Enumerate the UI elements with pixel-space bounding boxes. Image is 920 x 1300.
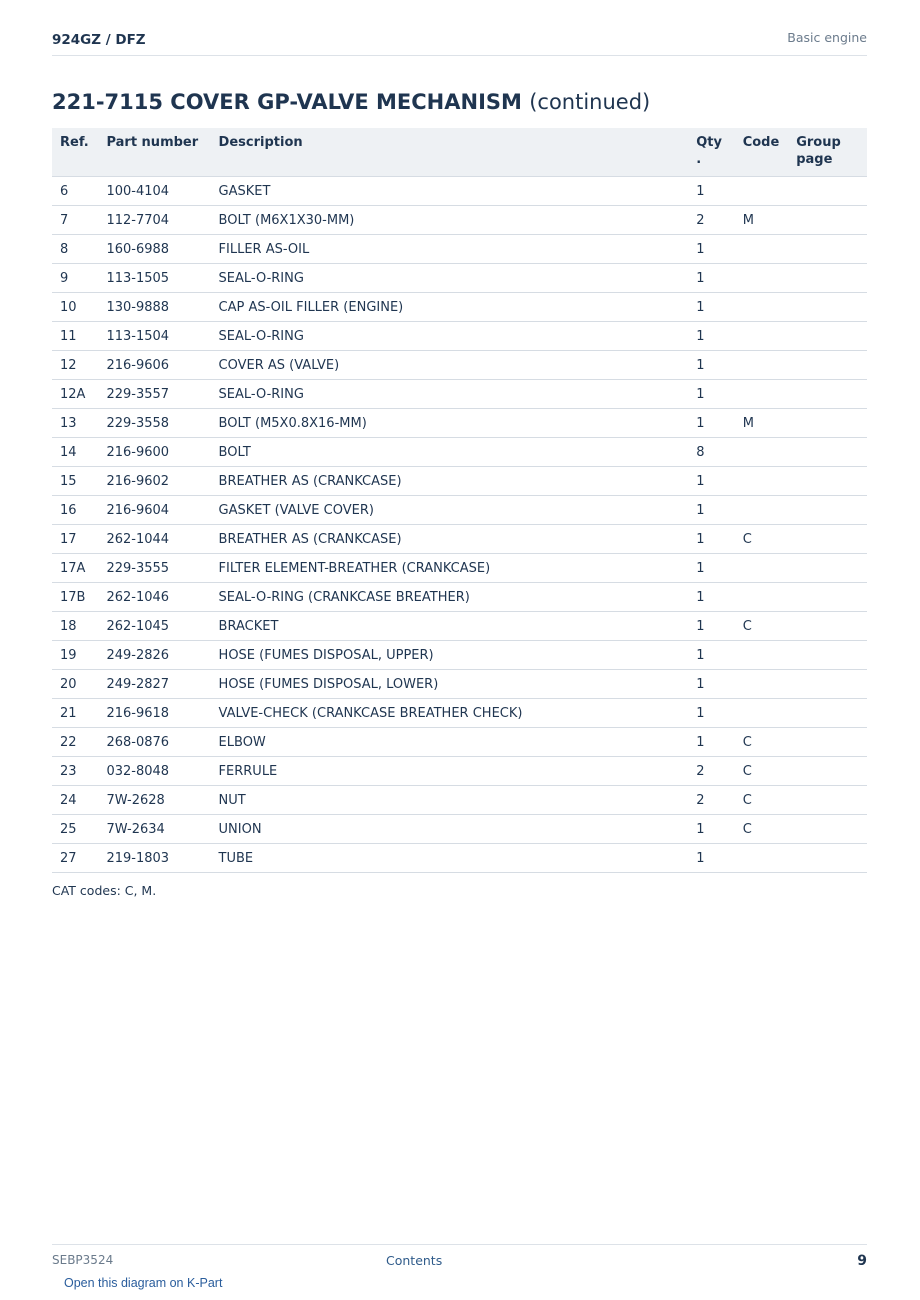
cell-ref: 25 (52, 815, 98, 844)
cell-part-number: 113-1504 (98, 322, 210, 351)
cell-description: HOSE (FUMES DISPOSAL, LOWER) (211, 670, 689, 699)
cell-description: SEAL-O-RING (211, 380, 689, 409)
table-row (52, 670, 867, 699)
cell-code (735, 699, 789, 728)
cell-ref: 13 (52, 409, 98, 438)
cell-group-page (788, 467, 867, 496)
cell-code: M (735, 206, 789, 235)
cell-code (735, 264, 789, 293)
table-row (52, 351, 867, 380)
cell-qty: 1 (688, 351, 734, 380)
table-row (52, 612, 867, 641)
cell-code (735, 467, 789, 496)
cell-description: BOLT (211, 438, 689, 467)
cell-ref: 10 (52, 293, 98, 322)
cell-ref: 11 (52, 322, 98, 351)
cell-part-number: 229-3555 (98, 554, 210, 583)
table-row (52, 844, 867, 873)
cell-qty: 2 (688, 757, 734, 786)
cell-part-number: 219-1803 (98, 844, 210, 873)
cell-qty: 1 (688, 844, 734, 873)
table-row (52, 467, 867, 496)
cell-qty: 1 (688, 264, 734, 293)
cell-part-number: 229-3558 (98, 409, 210, 438)
table-row (52, 409, 867, 438)
cell-code: M (735, 409, 789, 438)
column-header-qty-line1: Qty (696, 135, 722, 150)
cell-code (735, 438, 789, 467)
contents-link[interactable]: Contents (386, 1253, 443, 1268)
cell-description: GASKET (211, 177, 689, 206)
cell-ref: 18 (52, 612, 98, 641)
table-row (52, 177, 867, 206)
table-row (52, 728, 867, 757)
cell-group-page (788, 641, 867, 670)
cell-ref: 8 (52, 235, 98, 264)
cell-ref: 6 (52, 177, 98, 206)
table-row (52, 699, 867, 728)
cell-part-number: 229-3557 (98, 380, 210, 409)
page-footer (52, 1244, 867, 1275)
cell-group-page (788, 815, 867, 844)
table-row (52, 293, 867, 322)
cell-group-page (788, 264, 867, 293)
cell-part-number: 032-8048 (98, 757, 210, 786)
table-row (52, 438, 867, 467)
cell-group-page (788, 612, 867, 641)
cell-code (735, 293, 789, 322)
cell-qty: 1 (688, 525, 734, 554)
cell-group-page (788, 496, 867, 525)
column-header-description: Description (211, 128, 689, 177)
column-header-group-line1: Group (796, 135, 841, 150)
parts-table (52, 128, 867, 873)
cell-code (735, 554, 789, 583)
cell-description: VALVE-CHECK (CRANKCASE BREATHER CHECK) (211, 699, 689, 728)
cell-description: HOSE (FUMES DISPOSAL, UPPER) (211, 641, 689, 670)
cell-code: C (735, 786, 789, 815)
cell-ref: 21 (52, 699, 98, 728)
cell-part-number: 7W-2628 (98, 786, 210, 815)
cell-group-page (788, 293, 867, 322)
cell-ref: 17B (52, 583, 98, 612)
cell-qty: 1 (688, 496, 734, 525)
cell-description: BRACKET (211, 612, 689, 641)
cell-code (735, 351, 789, 380)
cell-qty: 1 (688, 293, 734, 322)
cell-qty: 1 (688, 670, 734, 699)
cat-codes-note: CAT codes: C, M. (52, 883, 157, 898)
cell-qty: 1 (688, 467, 734, 496)
cell-part-number: 268-0876 (98, 728, 210, 757)
header-row (52, 128, 867, 177)
cell-part-number: 216-9600 (98, 438, 210, 467)
column-header-qty-line2: . (696, 152, 702, 167)
parts-table-header (52, 128, 867, 177)
cell-group-page (788, 525, 867, 554)
cell-qty: 1 (688, 728, 734, 757)
cell-part-number: 7W-2634 (98, 815, 210, 844)
cell-description: BREATHER AS (CRANKCASE) (211, 467, 689, 496)
cell-description: BOLT (M6X1X30-MM) (211, 206, 689, 235)
cell-code (735, 844, 789, 873)
cell-description: BOLT (M5X0.8X16-MM) (211, 409, 689, 438)
cell-qty: 1 (688, 177, 734, 206)
cell-part-number: 262-1045 (98, 612, 210, 641)
column-header-group-line2: page (796, 152, 833, 167)
cell-group-page (788, 380, 867, 409)
cell-code (735, 322, 789, 351)
table-row (52, 815, 867, 844)
column-header-ref: Ref. (52, 128, 98, 177)
page-title (52, 90, 650, 114)
cell-group-page (788, 583, 867, 612)
cell-description: SEAL-O-RING (211, 264, 689, 293)
cell-part-number: 262-1046 (98, 583, 210, 612)
cell-qty: 1 (688, 699, 734, 728)
cell-part-number: 216-9604 (98, 496, 210, 525)
cell-ref: 17 (52, 525, 98, 554)
cell-group-page (788, 786, 867, 815)
table-row (52, 235, 867, 264)
cell-part-number: 262-1044 (98, 525, 210, 554)
cell-part-number: 100-4104 (98, 177, 210, 206)
column-header-qty (688, 128, 734, 177)
table-row (52, 583, 867, 612)
cell-ref: 12 (52, 351, 98, 380)
cell-code: C (735, 612, 789, 641)
cell-description: ELBOW (211, 728, 689, 757)
cell-description: CAP AS-OIL FILLER (ENGINE) (211, 293, 689, 322)
cell-code (735, 670, 789, 699)
cell-description: NUT (211, 786, 689, 815)
table-row (52, 380, 867, 409)
table-row (52, 206, 867, 235)
cell-group-page (788, 206, 867, 235)
cell-ref: 19 (52, 641, 98, 670)
cell-part-number: 130-9888 (98, 293, 210, 322)
cell-description: FERRULE (211, 757, 689, 786)
section-label: Basic engine (787, 30, 867, 45)
cell-group-page (788, 438, 867, 467)
cell-part-number: 113-1505 (98, 264, 210, 293)
cell-part-number: 216-9618 (98, 699, 210, 728)
cell-qty: 1 (688, 612, 734, 641)
page-header (52, 29, 867, 56)
cell-group-page (788, 235, 867, 264)
cell-description: FILTER ELEMENT-BREATHER (CRANKCASE) (211, 554, 689, 583)
open-kpart-diagram-link[interactable]: Open this diagram on K-Part (64, 1276, 223, 1290)
cell-ref: 22 (52, 728, 98, 757)
table-row (52, 786, 867, 815)
cell-ref: 27 (52, 844, 98, 873)
cell-group-page (788, 409, 867, 438)
cell-ref: 15 (52, 467, 98, 496)
page-title-main: 221-7115 COVER GP-VALVE MECHANISM (52, 90, 522, 114)
model-label: 924GZ / DFZ (52, 32, 146, 48)
cell-code (735, 235, 789, 264)
cell-part-number: 216-9606 (98, 351, 210, 380)
cell-code (735, 177, 789, 206)
cell-group-page (788, 670, 867, 699)
cell-description: GASKET (VALVE COVER) (211, 496, 689, 525)
cell-qty: 1 (688, 815, 734, 844)
cell-code (735, 583, 789, 612)
page-number: 9 (857, 1253, 867, 1269)
table-row (52, 322, 867, 351)
document-id: SEBP3524 (52, 1253, 114, 1267)
cell-part-number: 249-2827 (98, 670, 210, 699)
table-row (52, 264, 867, 293)
cell-code: C (735, 815, 789, 844)
table-row (52, 496, 867, 525)
cell-part-number: 160-6988 (98, 235, 210, 264)
page-title-suffix: (continued) (529, 90, 651, 114)
cell-description: FILLER AS-OIL (211, 235, 689, 264)
cell-code: C (735, 728, 789, 757)
cell-group-page (788, 757, 867, 786)
cell-group-page (788, 728, 867, 757)
cell-ref: 24 (52, 786, 98, 815)
cell-code: C (735, 525, 789, 554)
cell-qty: 1 (688, 641, 734, 670)
cell-description: SEAL-O-RING (211, 322, 689, 351)
cell-ref: 20 (52, 670, 98, 699)
cell-code (735, 641, 789, 670)
cell-ref: 9 (52, 264, 98, 293)
table-row (52, 757, 867, 786)
cell-code: C (735, 757, 789, 786)
cell-group-page (788, 554, 867, 583)
cell-qty: 8 (688, 438, 734, 467)
cell-qty: 1 (688, 380, 734, 409)
cell-group-page (788, 177, 867, 206)
cell-group-page (788, 351, 867, 380)
cell-description: COVER AS (VALVE) (211, 351, 689, 380)
cell-description: SEAL-O-RING (CRANKCASE BREATHER) (211, 583, 689, 612)
cell-ref: 14 (52, 438, 98, 467)
column-header-code: Code (735, 128, 789, 177)
cell-code (735, 380, 789, 409)
cell-part-number: 216-9602 (98, 467, 210, 496)
column-header-group-page (788, 128, 867, 177)
cell-description: UNION (211, 815, 689, 844)
cell-group-page (788, 322, 867, 351)
cell-part-number: 112-7704 (98, 206, 210, 235)
cell-qty: 1 (688, 322, 734, 351)
table-row (52, 554, 867, 583)
cell-description: BREATHER AS (CRANKCASE) (211, 525, 689, 554)
cell-qty: 1 (688, 409, 734, 438)
cell-qty: 2 (688, 786, 734, 815)
cell-group-page (788, 699, 867, 728)
cell-qty: 1 (688, 583, 734, 612)
cell-group-page (788, 844, 867, 873)
cell-ref: 17A (52, 554, 98, 583)
cell-ref: 23 (52, 757, 98, 786)
cell-qty: 1 (688, 235, 734, 264)
cell-description: TUBE (211, 844, 689, 873)
cell-ref: 12A (52, 380, 98, 409)
cell-ref: 16 (52, 496, 98, 525)
cell-code (735, 496, 789, 525)
cell-qty: 1 (688, 554, 734, 583)
table-row (52, 641, 867, 670)
cell-part-number: 249-2826 (98, 641, 210, 670)
column-header-part-number: Part number (98, 128, 210, 177)
cell-qty: 2 (688, 206, 734, 235)
cell-ref: 7 (52, 206, 98, 235)
table-row (52, 525, 867, 554)
parts-table-body (52, 177, 867, 873)
